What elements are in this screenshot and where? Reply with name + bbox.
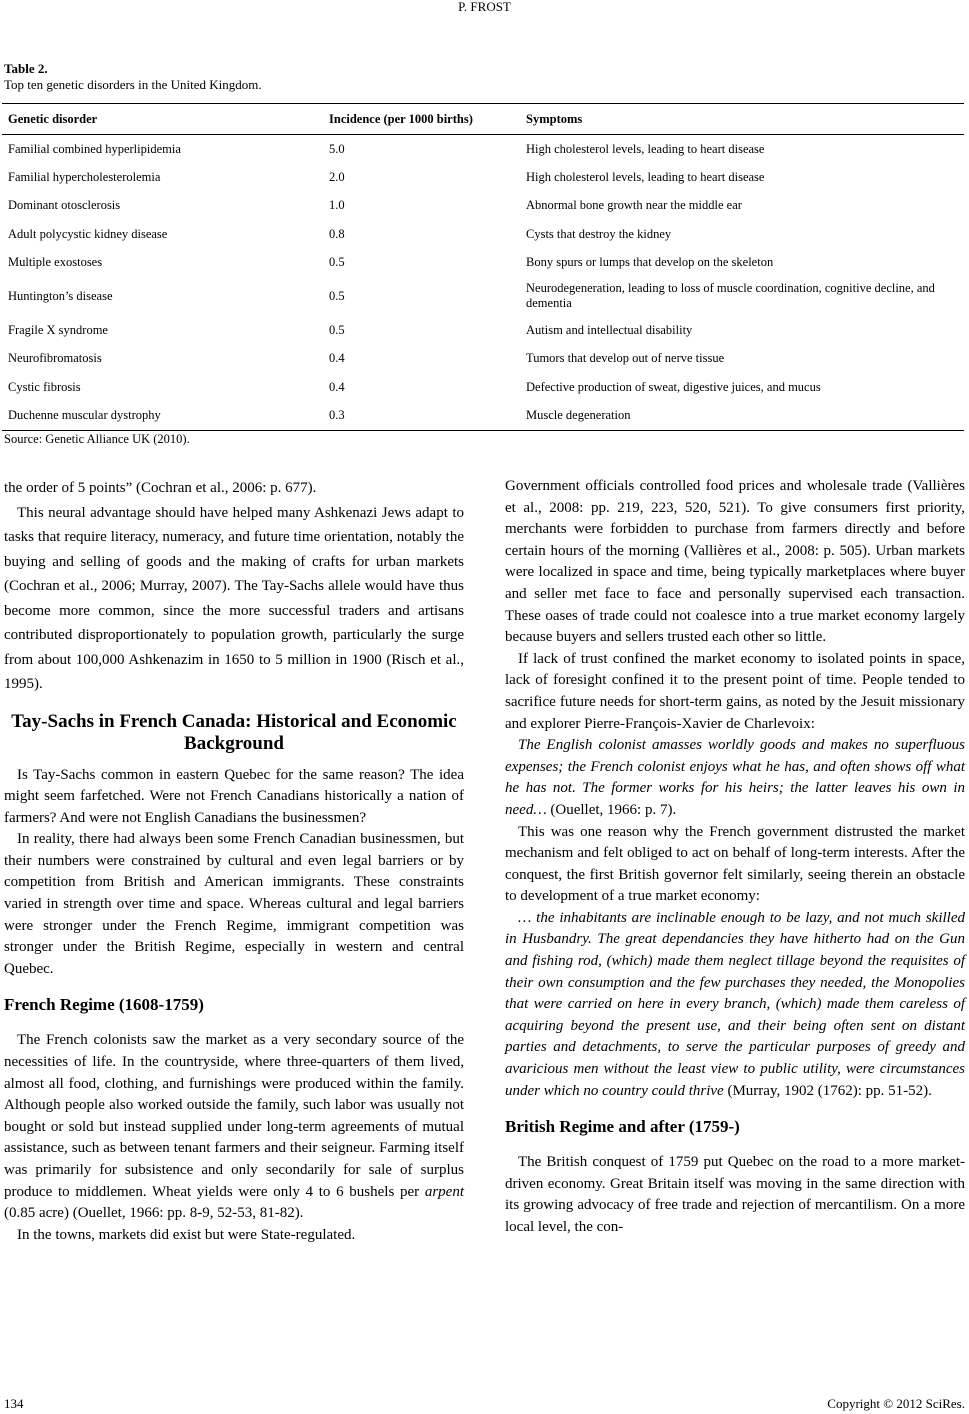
cell-incidence: 0.4 (329, 351, 345, 366)
genetic-disorders-table (2, 103, 964, 431)
cell-incidence: 0.5 (329, 254, 345, 269)
cell-incidence: 5.0 (329, 141, 345, 156)
paragraph-text: The French colonists saw the market as a very secondary source of the necessities of life. In the countryside, where three-quarters of them lived, almost all food, clothing, and furnishings were produced within the family. Although people also worked outside the family, such labor was usually not bought or sold but instead supplied under long-term agreements of mutual assistance, such as between tenant farmers and their seigneur. Farming itself was primarily for subsistence and only secondarily for sale of surplus produce to middlemen. Wheat yields were only 4 to 6 bushels per (4, 1032, 464, 1200)
cell-symptoms: Neurodegeneration, leading to loss of muscle coordination, cognitive decline, and dementia (526, 281, 935, 311)
cell-symptoms: Autism and intellectual disability (526, 323, 693, 338)
paragraph: Government officials controlled food prices and wholesale trade (Vallières et al., 2008: pp. 219, 223, 520, 521). To give consumers first priority, merchants were forbidden to purchase from farmers directly and before certain hours of the morning (Vallières et al., 2008: p. 505). Urban markets were localized in space and time, being typically marketplaces where buyer and seller met face to face and personally supervised each transaction. These oases of trade could not coalesce into a true market economy largely because buyers and sellers trusted each other so little. (505, 478, 965, 646)
copyright-notice: Copyright © 2012 SciRes. (827, 1396, 965, 1411)
table-row (2, 220, 964, 248)
quote-text: … the inhabitants are inclinable enough to be lazy, and not much skilled in Husbandry. The great dependancies they have hitherto had on the Gun and fishing rod, (which) made them neglect tillage beyond the requisites of their own consumption and the few purchases they needed, the Monopolies that were carried on here in every branch, (which) made them careless of acquiring beyond the present use, and their being often sent on distant parties and detachments, to serve the particular purposes of greedy and avaricious men without the least view to public utility, were circumstances under which no country could thrive (505, 909, 965, 1099)
table-row (2, 163, 964, 191)
table-row (2, 248, 964, 276)
cell-symptoms: High cholesterol levels, leading to heart disease (526, 141, 765, 156)
cell-disorder: Huntington’s disease (8, 288, 113, 303)
cell-symptoms: Bony spurs or lumps that develop on the skeleton (526, 254, 774, 269)
cell-incidence: 0.8 (329, 226, 345, 241)
paragraph: This neural advantage should have helped many Ashkenazi Jews adapt to tasks that require literacy, numeracy, and future time orientation, notably the buying and selling of goods and the making of crafts for urban markets (Cochran et al., 2006; Murray, 2007). The Tay-Sachs allele would have thus become more common, since the more successful traders and artisans contributed disproportionately to population growth, particularly the surge from about 100,000 Ashkenazim in 1650 to 5 million in 1900 (Risch et al., 1995). (4, 504, 464, 692)
block-quote (505, 735, 965, 821)
cell-symptoms: High cholesterol levels, leading to heart disease (526, 169, 765, 184)
quote-citation: (Murray, 1902 (1762): pp. 51-52). (723, 1082, 932, 1099)
table-row (2, 135, 964, 164)
cell-incidence: 0.5 (329, 323, 345, 338)
right-column (505, 476, 965, 1239)
cell-disorder: Duchenne muscular dystrophy (8, 408, 161, 423)
paragraph (4, 1030, 464, 1224)
cell-disorder: Familial combined hyperlipidemia (8, 141, 181, 156)
subsection-heading-french-regime: French Regime (1608-1759) (4, 995, 204, 1015)
column-header-symptoms: Symptoms (520, 104, 964, 135)
quote-citation: (Ouellet, 1966: p. 7). (546, 801, 677, 818)
paragraph: This was one reason why the French government distrusted the market mechanism and felt obliged to act on behalf of long-term interests. After the conquest, the first British governor felt similarly, seeing therein an obstacle to development of a true market economy: (505, 823, 965, 905)
cell-symptoms: Cysts that destroy the kidney (526, 226, 672, 241)
cell-disorder: Dominant otosclerosis (8, 198, 121, 213)
cell-symptoms: Muscle degeneration (526, 408, 631, 423)
paragraph: The British conquest of 1759 put Quebec on the road to a more market-driven economy. Great Britain itself was moving in the same direction with its growing advocacy of free trade and rejection of mercantilism. On a more local level, the con- (505, 1154, 965, 1235)
paragraph: In reality, there had always been some French Canadian businessmen, but their numbers were constrained by cultural and even legal barriers or by competition from British and American immigrants. These constraints varied in strength over time and space. Whereas cultural and legal barriers were stronger under the French Regime, immigrant competition was stronger under the British Regime, especially in western and central Quebec. (4, 831, 464, 977)
cell-symptoms: Abnormal bone growth near the middle ear (526, 198, 742, 213)
quote-text: The English colonist amasses worldly goods and makes no superfluous expenses; the French colonist enjoys what he has, and often shows off what he has not. The former works for his heirs; the latter leaves his own in need… (505, 737, 965, 818)
subsection-heading-british-regime: British Regime and after (1759-) (505, 1117, 740, 1137)
cell-incidence: 0.4 (329, 379, 345, 394)
block-quote (505, 908, 965, 1102)
cell-incidence: 2.0 (329, 169, 345, 184)
cell-disorder: Neurofibromatosis (8, 351, 102, 366)
cell-disorder: Multiple exostoses (8, 254, 103, 269)
page-number: 134 (4, 1396, 24, 1411)
paragraph: If lack of trust confined the market economy to isolated points in space, lack of foresight confined it to the present point of time. People tended to sacrifice future needs for short-term gains, as noted by the Jesuit missionary and explorer Pierre-François-Xavier de Charlevoix: (505, 650, 965, 732)
table-row (2, 345, 964, 373)
table-source: Source: Genetic Alliance UK (2010). (4, 432, 190, 446)
left-column (4, 476, 464, 1246)
table-row (2, 401, 964, 430)
table-row (2, 316, 964, 344)
cell-disorder: Fragile X syndrome (8, 323, 108, 338)
cell-disorder: Adult polycystic kidney disease (8, 226, 168, 241)
running-head: P. FROST (458, 0, 511, 14)
paragraph: In the towns, markets did exist but were State-regulated. (17, 1226, 356, 1243)
table-title: Top ten genetic disorders in the United Kingdom. (4, 77, 262, 92)
column-header-incidence: Incidence (per 1000 births) (323, 104, 520, 135)
table-caption (4, 61, 262, 93)
table-row (2, 373, 964, 401)
italic-term: arpent (424, 1183, 464, 1200)
cell-symptoms: Tumors that develop out of nerve tissue (526, 351, 725, 366)
section-heading-tay-sachs: Tay-Sachs in French Canada: Historical and Economic Background (11, 710, 457, 754)
cell-disorder: Cystic fibrosis (8, 379, 81, 394)
cell-incidence: 0.5 (329, 288, 345, 303)
cell-incidence: 1.0 (329, 198, 345, 213)
table-row (2, 276, 964, 316)
table-row (2, 192, 964, 220)
cell-symptoms: Defective production of sweat, digestive juices, and mucus (526, 379, 821, 394)
cell-disorder: Familial hypercholesterolemia (8, 169, 161, 184)
paragraph-text: (0.85 acre) (Ouellet, 1966: pp. 8-9, 52-53, 81-82). (4, 1205, 304, 1222)
cell-incidence: 0.3 (329, 408, 345, 423)
paragraph: the order of 5 points” (Cochran et al., 2006: p. 677). (4, 480, 317, 496)
column-header-disorder: Genetic disorder (2, 104, 323, 135)
paragraph: Is Tay-Sachs common in eastern Quebec for the same reason? The idea might seem farfetched. Were not French Canadians historically a nation of farmers? And were not English Canadians the businessmen? (4, 766, 464, 826)
table-header-row (2, 104, 964, 135)
table-label: Table 2. (4, 61, 48, 76)
